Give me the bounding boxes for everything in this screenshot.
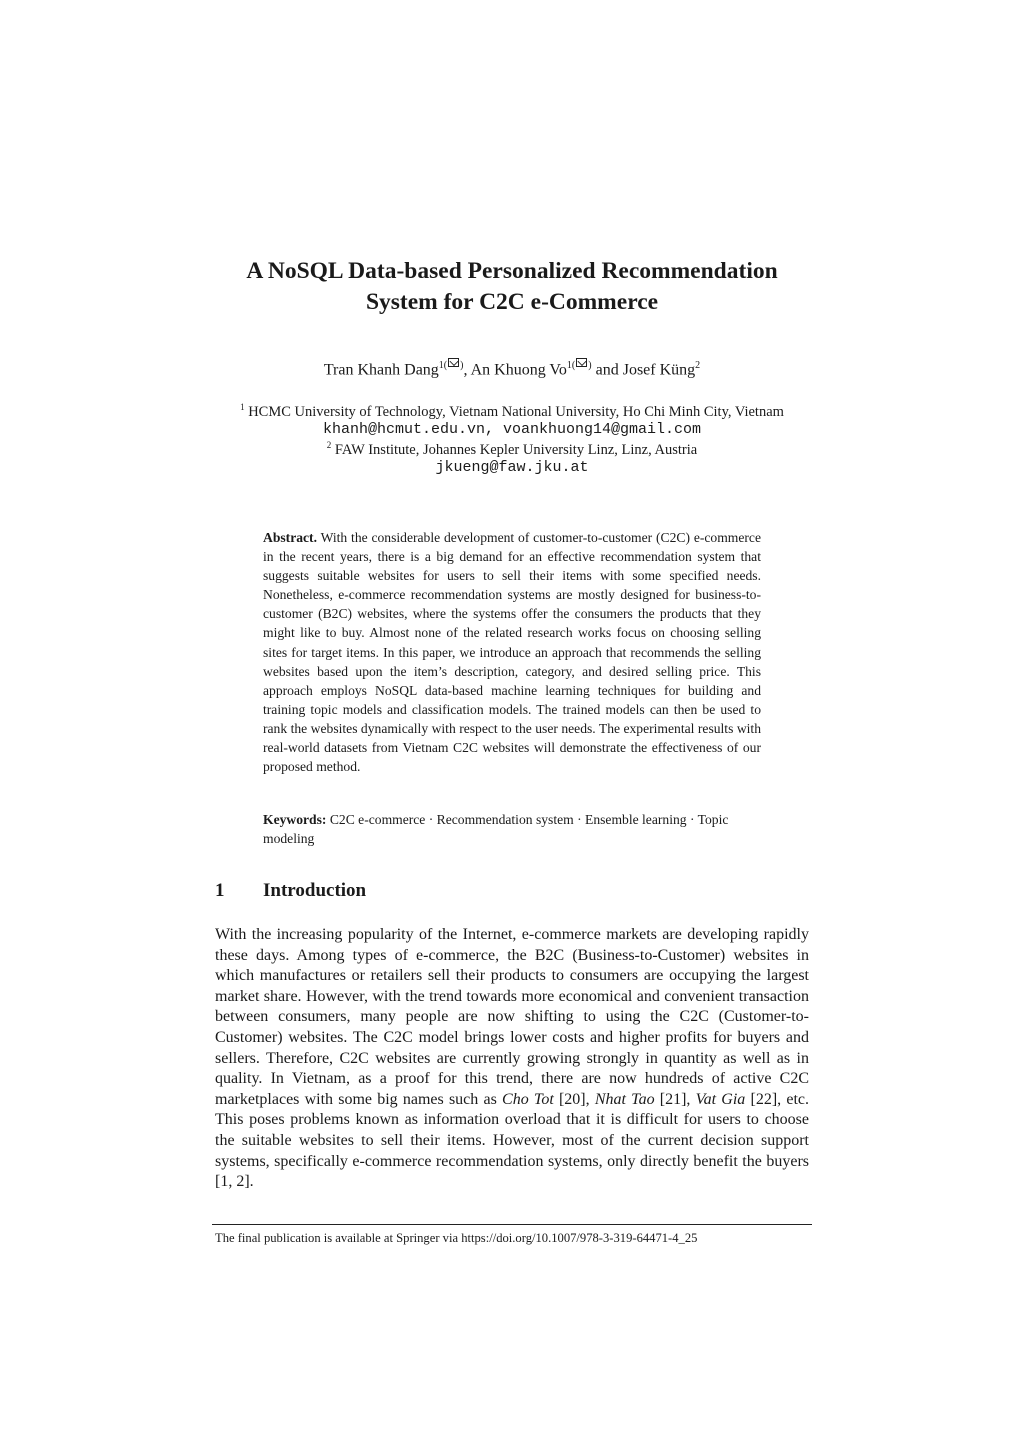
author-sup: 2 [695, 360, 701, 371]
section-heading [215, 880, 366, 902]
site-name: Nhat Tao [594, 1090, 655, 1108]
affiliation-2: $^2$ FAW Institute, Johannes Kepler University Linz, Linz, Austria jkueng@faw.jku.at [326, 440, 698, 476]
section-title: Introduction [263, 880, 367, 901]
title-line-2: System for C2C e-Commerce [365, 289, 659, 315]
intro-paragraph: With the increasing popularity of the Internet, e-commerce markets are developing rapidly these days. Among types of e-commerce, the B2C (Business-to-Customer) websites in which manufactures or retailers sell their products to consumers are occupying the largest market share. However, with the trend towards more economical and convenient transaction between consumers, many people are now shifting to using the C2C (Customer-to-Customer) websites. The C2C model brings lower costs and higher profits for buyers and sellers. Therefore, C2C websites are currently growing strongly in quantity as well as in quality. In Vietnam, as a proof for this trend, there are now hundreds of active C2C marketplaces with some big names such as Cho Tot [20], Nhat Tao [21], Vat Gia [22], etc. This poses problems known as information overload that it is difficult for users to choose the suitable websites to sell their items. However, most of the current decision support systems, specifically e-commerce recommendation systems, only directly benefit the buyers [1, 2]. [215, 926, 810, 1191]
keywords [263, 810, 761, 848]
section-number: 1 [215, 880, 225, 901]
abstract-label: Abstract. [263, 530, 317, 545]
keywords-label: Keywords: [263, 812, 327, 827]
paper-title [150, 256, 874, 318]
footnote-divider [212, 1224, 812, 1225]
envelope-icon [576, 358, 587, 367]
site-name: Vat Gia [695, 1090, 746, 1108]
author-sup: 1( ) [566, 360, 592, 371]
title-line-1: A NoSQL Data-based Personalized Recommendation [246, 258, 778, 284]
keywords-text: C2C e-commerce · Recommendation system · Ensemble learning · Topic modeling [263, 812, 729, 847]
abstract-text: With the considerable development of customer-to-customer (C2C) e-commerce in the recent years, there is a big demand for an effective recommendation system that suggests suitable websites for users to sell their items with some specified needs. Nonetheless, e-commerce recommendation systems are mostly designed for business-to-customer (B2C) websites, where the systems offer the consumers the products that they might like to buy. Almost none of the related research works focus on choosing selling sites for target items. In this paper, we introduce an approach that recommends the selling websites based upon the item’s description, category, and desired selling price. This approach employs NoSQL data-based machine learning techniques for building and training topic models and classification models. The trained models can then be used to rank the websites dynamically with respect to the user needs. The experimental results with real-world datasets from Vietnam C2C websites will demonstrate the effectiveness of our proposed method. [263, 530, 761, 775]
envelope-icon [448, 358, 459, 367]
author-sup: 1( ) [438, 360, 464, 371]
author-name: Josef Küng [622, 361, 696, 379]
email-link[interactable]: jkueng@faw.jku.at [435, 458, 589, 476]
email-link[interactable]: khanh@hcmut.edu.vn, voankhuong14@gmail.com [322, 420, 702, 438]
author-name: An Khuong Vo [470, 361, 567, 379]
author-list: Tran Khanh Dang$^{1( )}$, An Khuong $Vo^{1( )}$ and Josef Küng$^2$ [323, 360, 701, 379]
affiliation-1: $^1$ HCMC University of Technology, Vietnam National University, Ho Chi Minh City, Vietnam khanh@hcmut.edu.vn, voankhuong14@gmail.com [240, 402, 784, 438]
site-name: Cho Tot [502, 1090, 554, 1108]
abstract [263, 528, 761, 776]
author-name: Tran Khanh Dang [323, 361, 439, 379]
footnote: The final publication is available at Springer via https://doi.org/10.1007/978-3-319-64471-4_25 [215, 1231, 698, 1245]
